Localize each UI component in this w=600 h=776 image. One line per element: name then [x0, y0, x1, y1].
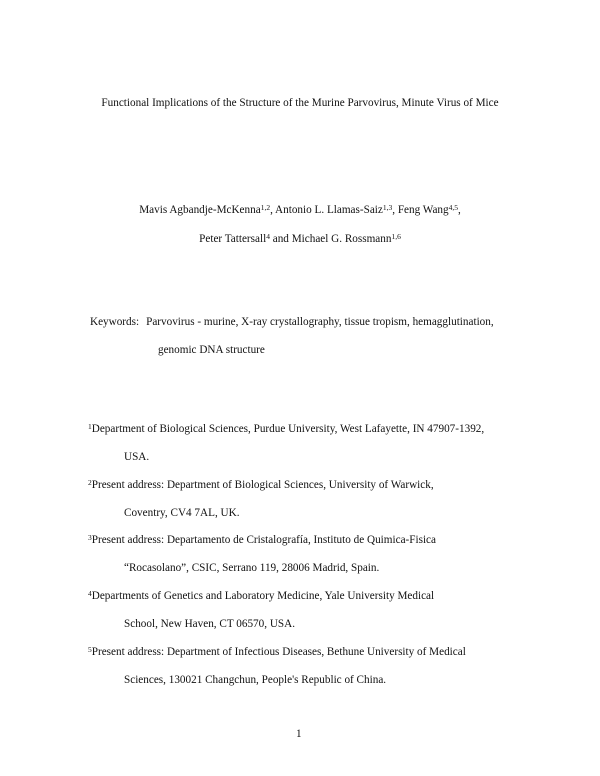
affiliation-number: 3	[88, 532, 92, 542]
author-affiliation-marker: 4,5	[448, 202, 458, 212]
affiliation-text: Present address: Department of Biological Sciences, University of Warwick,	[91, 479, 434, 491]
paper-title: Functional Implications of the Structure of the Murine Parvovirus, Minute Virus of Mice	[101, 97, 499, 109]
author-affiliation-marker: 1,2	[260, 202, 271, 212]
affiliation-text: Present address: Department of Infectious Diseases, Bethune University of Medical	[91, 646, 466, 658]
author-affiliation-marker: 1,3	[382, 202, 393, 212]
author-line-2	[0, 231, 600, 245]
keywords-line-2: genomic DNA structure	[158, 344, 265, 356]
author-line-1	[0, 202, 600, 216]
author-name: Peter Tattersall	[199, 233, 267, 245]
affiliation-number: 1	[88, 421, 92, 431]
author-name: Mavis Agbandje-McKenna	[139, 204, 261, 216]
author-separator: ,	[458, 204, 461, 216]
affiliation-continuation: Coventry, CV4 7AL, UK.	[124, 507, 240, 519]
page-number: 1	[296, 728, 302, 740]
affiliation-continuation: School, New Haven, CT 06570, USA.	[124, 618, 296, 630]
author-affiliation-marker: 1,6	[391, 231, 401, 241]
affiliation-continuation: Sciences, 130021 Changchun, People's Republic of China.	[124, 674, 387, 686]
affiliation-continuation: USA.	[124, 451, 150, 463]
affiliation-number: 2	[88, 477, 92, 487]
author-affiliation-marker: 4	[266, 231, 270, 241]
affiliation-line	[88, 644, 466, 658]
keywords-label: Keywords:	[90, 316, 140, 328]
author-name: Michael G. Rossmann	[291, 233, 392, 245]
author-separator: and	[269, 233, 292, 245]
affiliation-line	[88, 477, 434, 491]
author-separator: ,	[270, 204, 276, 216]
affiliation-line	[88, 532, 436, 546]
author-separator: ,	[392, 204, 398, 216]
author-name: Antonio L. Llamas-Saiz	[275, 204, 383, 216]
affiliation-number: 5	[88, 644, 92, 654]
author-name: Feng Wang	[397, 204, 449, 216]
keywords-text: Parvovirus - murine, X-ray crystallography, tissue tropism, hemagglutination,	[146, 316, 494, 328]
affiliation-number: 4	[88, 588, 92, 598]
affiliation-text: Department of Biological Sciences, Purdue University, West Lafayette, IN 47907-1392,	[91, 423, 485, 435]
affiliation-line	[88, 588, 435, 602]
affiliation-continuation: “Rocasolano”, CSIC, Serrano 119, 28006 Madrid, Spain.	[124, 562, 380, 574]
affiliation-text: Departments of Genetics and Laboratory Medicine, Yale University Medical	[91, 590, 435, 602]
affiliation-text: Present address: Departamento de Cristalografía, Instituto de Quimica-Fisica	[91, 534, 436, 546]
affiliation-line	[88, 421, 485, 435]
keywords-line-1	[90, 317, 494, 328]
